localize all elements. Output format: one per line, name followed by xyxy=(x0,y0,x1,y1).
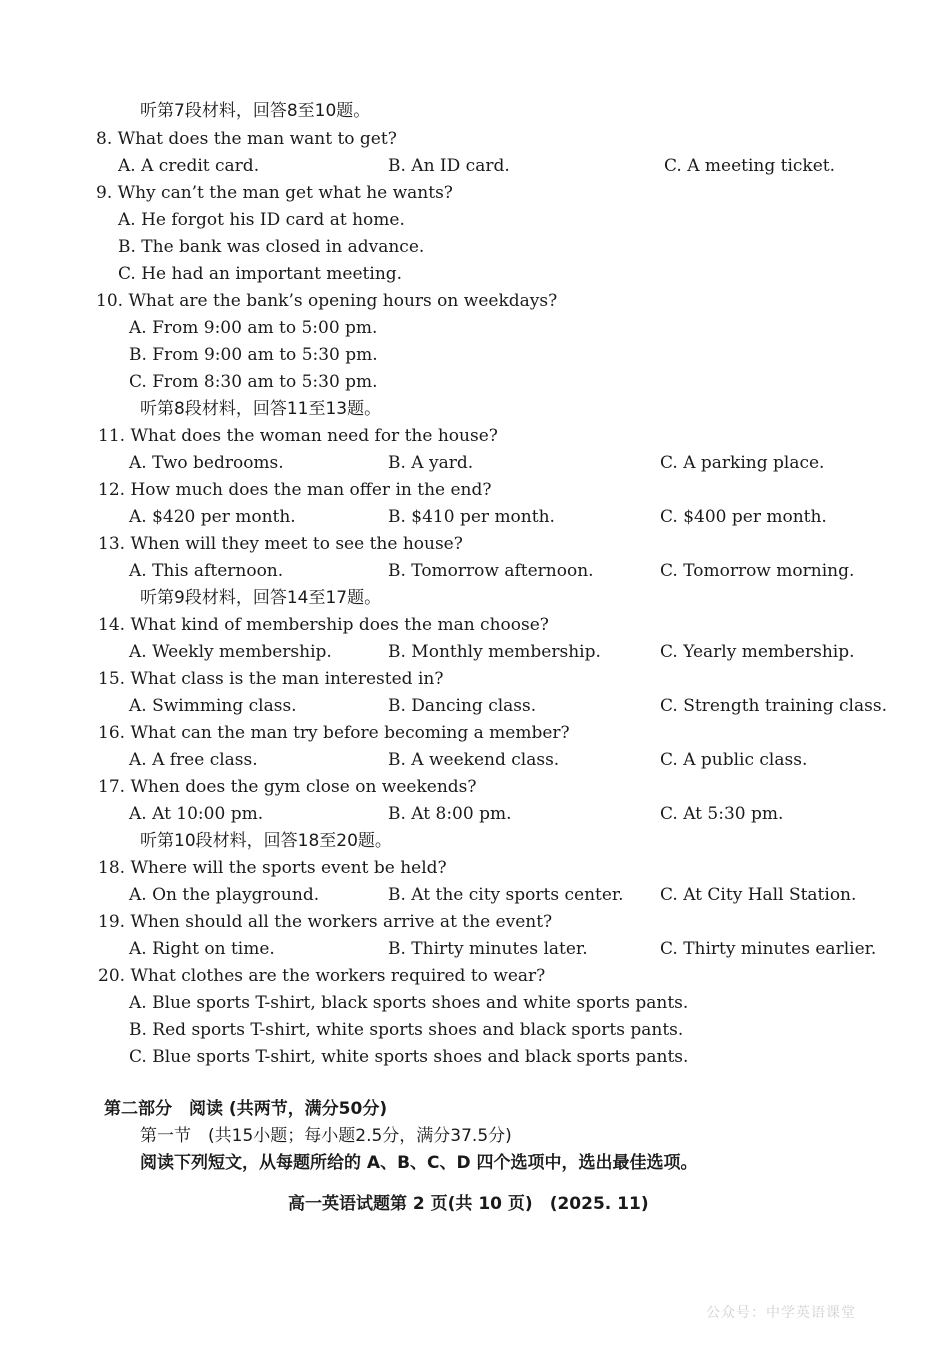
question-17-option-a: A. At 10:00 pm. xyxy=(129,804,264,824)
question-10-option-c: C. From 8:30 am to 5:30 pm. xyxy=(129,372,378,392)
question-15-option-c: C. Strength training class. xyxy=(660,696,887,716)
question-16-option-a: A. A free class. xyxy=(129,750,258,770)
question-9-option-a: A. He forgot his ID card at home. xyxy=(118,210,405,230)
question-9-stem: 9. Why can’t the man get what he wants? xyxy=(96,183,453,203)
question-8-option-b: B. An ID card. xyxy=(388,156,510,176)
question-15-option-a: A. Swimming class. xyxy=(129,696,297,716)
question-11-option-c: C. A parking place. xyxy=(660,453,825,473)
question-10-option-a: A. From 9:00 am to 5:00 pm. xyxy=(129,318,378,338)
question-8-option-c: C. A meeting ticket. xyxy=(664,156,836,176)
question-20-option-b: B. Red sports T-shirt, white sports shoes and black sports pants. xyxy=(129,1020,684,1040)
instruction-section-9: 听第9段材料，回答14至17题。 xyxy=(140,588,382,608)
question-11-option-b: B. A yard. xyxy=(388,453,474,473)
question-14-option-b: B. Monthly membership. xyxy=(388,642,601,662)
question-13-option-b: B. Tomorrow afternoon. xyxy=(388,561,594,581)
question-15-option-b: B. Dancing class. xyxy=(388,696,537,716)
question-20-option-c: C. Blue sports T-shirt, white sports shoes and black sports pants. xyxy=(129,1047,689,1067)
question-19-stem: 19. When should all the workers arrive at the event? xyxy=(98,912,553,932)
part-2-heading: 第二部分 阅读 (共两节，满分50分) xyxy=(104,1099,388,1119)
question-15-stem: 15. What class is the man interested in? xyxy=(98,669,444,689)
instruction-section-7: 听第7段材料，回答8至10题。 xyxy=(140,101,371,121)
question-13-option-a: A. This afternoon. xyxy=(129,561,284,581)
question-13-stem: 13. When will they meet to see the house? xyxy=(98,534,463,554)
question-12-option-c: C. $400 per month. xyxy=(660,507,827,527)
question-8-option-a: A. A credit card. xyxy=(118,156,260,176)
question-10-stem: 10. What are the bank’s opening hours on weekdays? xyxy=(96,291,558,311)
question-14-stem: 14. What kind of membership does the man choose? xyxy=(98,615,549,635)
question-12-option-b: B. $410 per month. xyxy=(388,507,555,527)
question-18-option-c: C. At City Hall Station. xyxy=(660,885,857,905)
question-14-option-c: C. Yearly membership. xyxy=(660,642,855,662)
question-9-option-c: C. He had an important meeting. xyxy=(118,264,403,284)
question-12-stem: 12. How much does the man offer in the end? xyxy=(98,480,492,500)
question-17-stem: 17. When does the gym close on weekends? xyxy=(98,777,477,797)
reading-direction: 阅读下列短文，从每题所给的 A、B、C、D 四个选项中，选出最佳选项。 xyxy=(140,1153,698,1173)
question-14-option-a: A. Weekly membership. xyxy=(129,642,332,662)
question-18-stem: 18. Where will the sports event be held? xyxy=(98,858,447,878)
instruction-section-8: 听第8段材料，回答11至13题。 xyxy=(140,399,382,419)
question-18-option-b: B. At the city sports center. xyxy=(388,885,624,905)
question-10-option-b: B. From 9:00 am to 5:30 pm. xyxy=(129,345,378,365)
page-footer: 高一英语试题第 2 页(共 10 页) (2025. 11) xyxy=(288,1194,649,1214)
question-16-option-b: B. A weekend class. xyxy=(388,750,560,770)
question-13-option-c: C. Tomorrow morning. xyxy=(660,561,855,581)
watermark: 公众号：中学英语课堂 xyxy=(706,1305,856,1321)
question-17-option-c: C. At 5:30 pm. xyxy=(660,804,784,824)
question-16-stem: 16. What can the man try before becoming a member? xyxy=(98,723,570,743)
question-20-option-a: A. Blue sports T-shirt, black sports shoes and white sports pants. xyxy=(129,993,689,1013)
instruction-section-10: 听第10段材料，回答18至20题。 xyxy=(140,831,392,851)
question-8-stem: 8. What does the man want to get? xyxy=(96,129,397,149)
question-19-option-a: A. Right on time. xyxy=(129,939,275,959)
question-16-option-c: C. A public class. xyxy=(660,750,808,770)
question-17-option-b: B. At 8:00 pm. xyxy=(388,804,512,824)
question-12-option-a: A. $420 per month. xyxy=(129,507,296,527)
question-20-stem: 20. What clothes are the workers required to wear? xyxy=(98,966,546,986)
section-1-heading: 第一节 (共15小题；每小题2.5分，满分37.5分) xyxy=(140,1126,512,1146)
question-11-stem: 11. What does the woman need for the house? xyxy=(98,426,498,446)
question-9-option-b: B. The bank was closed in advance. xyxy=(118,237,425,257)
question-11-option-a: A. Two bedrooms. xyxy=(129,453,284,473)
question-18-option-a: A. On the playground. xyxy=(129,885,320,905)
question-19-option-c: C. Thirty minutes earlier. xyxy=(660,939,877,959)
question-19-option-b: B. Thirty minutes later. xyxy=(388,939,588,959)
